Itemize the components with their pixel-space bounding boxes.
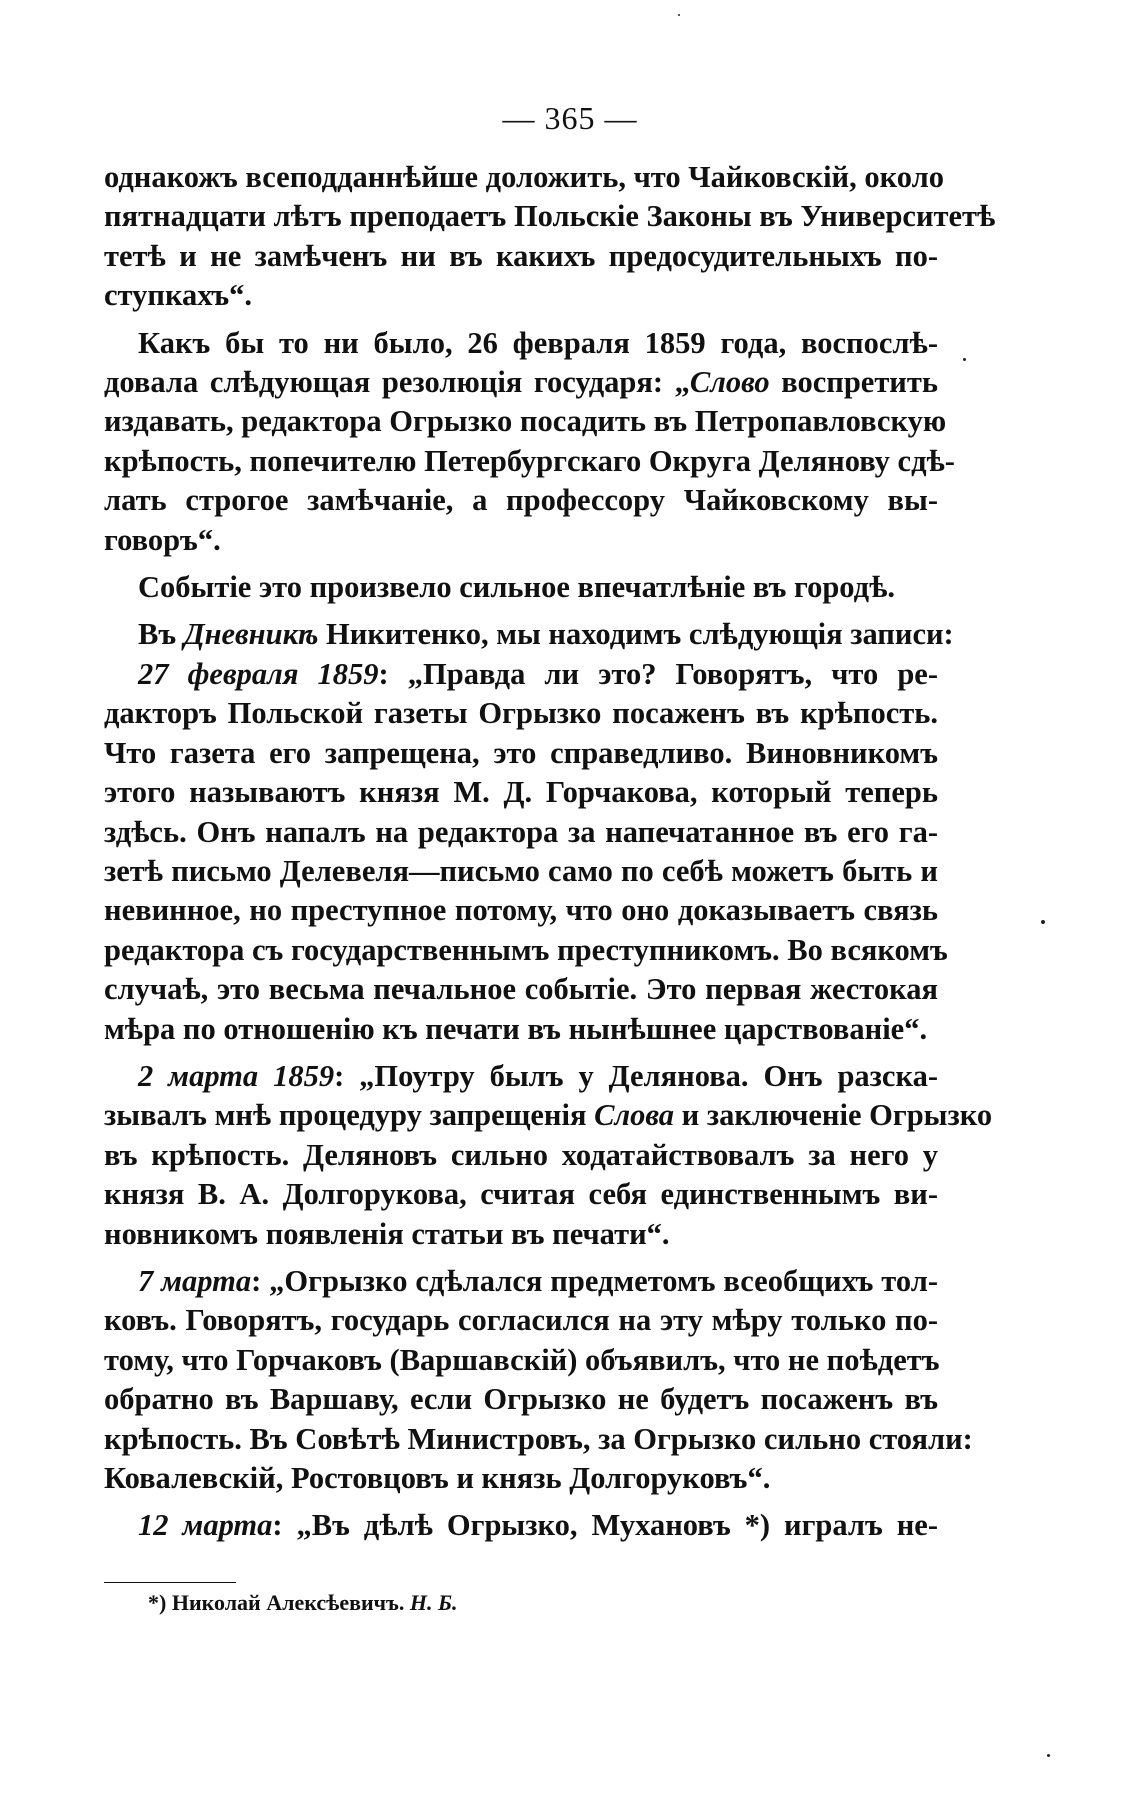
text-line xyxy=(104,1341,938,1380)
paragraph-gap xyxy=(104,1049,938,1057)
text-run: здѣсь. Онъ напалъ на редактора за напечатанное въ его га- xyxy=(104,814,938,849)
text-run: однакожъ всеподданнѣйше доложить, что Чайковскій, около xyxy=(104,160,945,194)
text-line xyxy=(104,237,938,276)
text-line xyxy=(104,1175,938,1214)
text-line xyxy=(104,481,938,520)
text-run: довала слѣдующая резолюція государя: „ xyxy=(104,365,690,400)
text-run: : „Правда ли это? Говорятъ, что ре- xyxy=(378,656,938,691)
text-line xyxy=(104,197,996,236)
text-run: : „Въ дѣлѣ Огрызко, Мухановъ *) игралъ не- xyxy=(272,1508,939,1543)
text-run: воспретить xyxy=(769,365,938,400)
text-line xyxy=(104,568,938,607)
text-run: Въ xyxy=(138,617,184,652)
text-run: мѣра по отношенію къ печати въ нынѣшнее царствованіе“. xyxy=(104,1011,928,1046)
italic-text: Дневникѣ xyxy=(183,617,319,652)
text-line xyxy=(104,521,938,560)
text-line xyxy=(104,1096,993,1135)
text-run: Что газета его запрещена, это справедливо. Виновникомъ xyxy=(104,735,938,770)
text-line xyxy=(104,773,938,812)
text-run: невинное, но преступное потому, что оно доказываетъ связь xyxy=(104,893,938,928)
paragraph-gap xyxy=(104,1254,938,1262)
text-line xyxy=(104,615,954,654)
text-run: : „Огрызко сдѣлался предметомъ всеобщихъ тол- xyxy=(251,1263,938,1298)
text-run: въ крѣпость. Деляновъ сильно ходатайствовалъ за него у xyxy=(104,1137,938,1172)
text-run: Событіе это произвело сильное впечатлѣніе въ городѣ. xyxy=(138,570,896,605)
text-line xyxy=(104,1010,938,1049)
text-line xyxy=(104,694,938,733)
text-run: редактора съ государственнымъ преступникомъ. Во всякомъ xyxy=(104,932,948,967)
text-run: тому, что Горчаковъ (Варшавскій) объявилъ, что не поѣдетъ xyxy=(104,1342,940,1377)
print-speck xyxy=(963,358,966,361)
italic-text: 2 марта 1859 xyxy=(138,1058,335,1093)
paragraph-gap xyxy=(104,607,938,615)
italic-text: 27 февраля 1859 xyxy=(138,656,379,691)
text-line xyxy=(104,363,938,402)
italic-text: Слово xyxy=(689,365,770,400)
text-run: крѣпость, попечителю Петербургскаго Округа Делянову сдѣ- xyxy=(104,443,955,478)
page-number: — 365 — xyxy=(502,100,638,136)
text-run: издавать, редактора Огрызко посадить въ Петропавловскую xyxy=(104,404,947,439)
text-run: Ковалевскій, Ростовцовъ и князь Долгоруковъ“. xyxy=(104,1461,771,1495)
text-line xyxy=(104,276,938,315)
text-line xyxy=(104,402,947,441)
text-run: князя В. А. Долгорукова, считая себя единственнымъ ви- xyxy=(104,1177,938,1212)
text-run: зетѣ письмо Делевеля—письмо само по себѣ можетъ быть и xyxy=(104,853,938,888)
text-line xyxy=(104,970,938,1009)
text-line xyxy=(104,1380,938,1419)
text-line xyxy=(104,655,938,694)
print-speck xyxy=(1047,1754,1050,1757)
text-line xyxy=(104,1420,973,1459)
text-line xyxy=(104,324,938,363)
text-line xyxy=(104,1136,938,1175)
text-run: зывалъ мнѣ процедуру запрещенія xyxy=(104,1098,595,1133)
text-run: крѣпость. Въ Совѣтѣ Министровъ, за Огрызко сильно стояли: xyxy=(104,1421,973,1456)
text-run: ковъ. Говорятъ, государь согласился на эту мѣру только по- xyxy=(104,1303,938,1338)
text-line xyxy=(104,1057,938,1096)
text-run: Какъ бы то ни было, 26 февраля 1859 года, воспослѣ- xyxy=(138,325,938,360)
footnote-divider xyxy=(104,1582,236,1583)
paragraph-gap xyxy=(104,560,938,568)
text-run: Никитенко, мы находимъ слѣдующія записи: xyxy=(318,617,954,652)
italic-text: Слова xyxy=(594,1098,675,1133)
text-run: : „Поутру былъ у Делянова. Онъ разска- xyxy=(334,1058,938,1093)
text-run: тетѣ и не замѣченъ ни въ какихъ предосудительныхъ по- xyxy=(104,238,938,273)
text-line xyxy=(104,1459,938,1498)
paragraph-gap xyxy=(104,1498,938,1506)
text-run: этого называютъ князя М. Д. Горчакова, который теперь xyxy=(104,775,938,810)
footnote xyxy=(148,1590,457,1616)
main-text xyxy=(104,158,996,1546)
text-line xyxy=(104,158,945,197)
text-line xyxy=(104,442,955,481)
text-run: лать строгое замѣчаніе, а профессору Чайковскому вы- xyxy=(104,483,938,518)
text-line xyxy=(104,1301,938,1340)
print-speck xyxy=(678,14,680,16)
text-line xyxy=(104,1506,938,1545)
italic-text: 12 марта xyxy=(138,1508,273,1543)
text-line xyxy=(104,1215,938,1254)
footnote-text: Николай Алексѣевичъ. xyxy=(171,1590,410,1615)
text-line xyxy=(104,734,938,773)
text-run: новникомъ появленія статьи въ печати“. xyxy=(104,1216,670,1251)
print-speck xyxy=(1041,920,1045,924)
text-run: пятнадцати лѣтъ преподаетъ Польскіе Законы въ Университетѣ xyxy=(104,199,996,234)
text-run: дакторъ Польской газеты Огрызко посаженъ въ крѣпость. xyxy=(104,696,938,731)
italic-text: 7 марта xyxy=(138,1263,252,1298)
paragraph-gap xyxy=(104,316,938,324)
text-run: говоръ“. xyxy=(104,522,221,557)
text-line xyxy=(104,852,938,891)
text-line xyxy=(104,931,948,970)
text-run: случаѣ, это весьма печальное событіе. Это первая жестокая xyxy=(104,972,938,1007)
footnote-marker: *) xyxy=(148,1590,167,1615)
text-line xyxy=(104,891,938,930)
footnote-initials: Н. Б. xyxy=(409,1590,458,1615)
text-line xyxy=(104,1262,938,1301)
text-run: и заключеніе Огрызко xyxy=(674,1098,993,1133)
text-run: ступкахъ“. xyxy=(104,278,253,313)
text-run: обратно въ Варшаву, если Огрызко не будетъ посаженъ въ xyxy=(104,1382,938,1417)
text-line xyxy=(104,813,938,852)
